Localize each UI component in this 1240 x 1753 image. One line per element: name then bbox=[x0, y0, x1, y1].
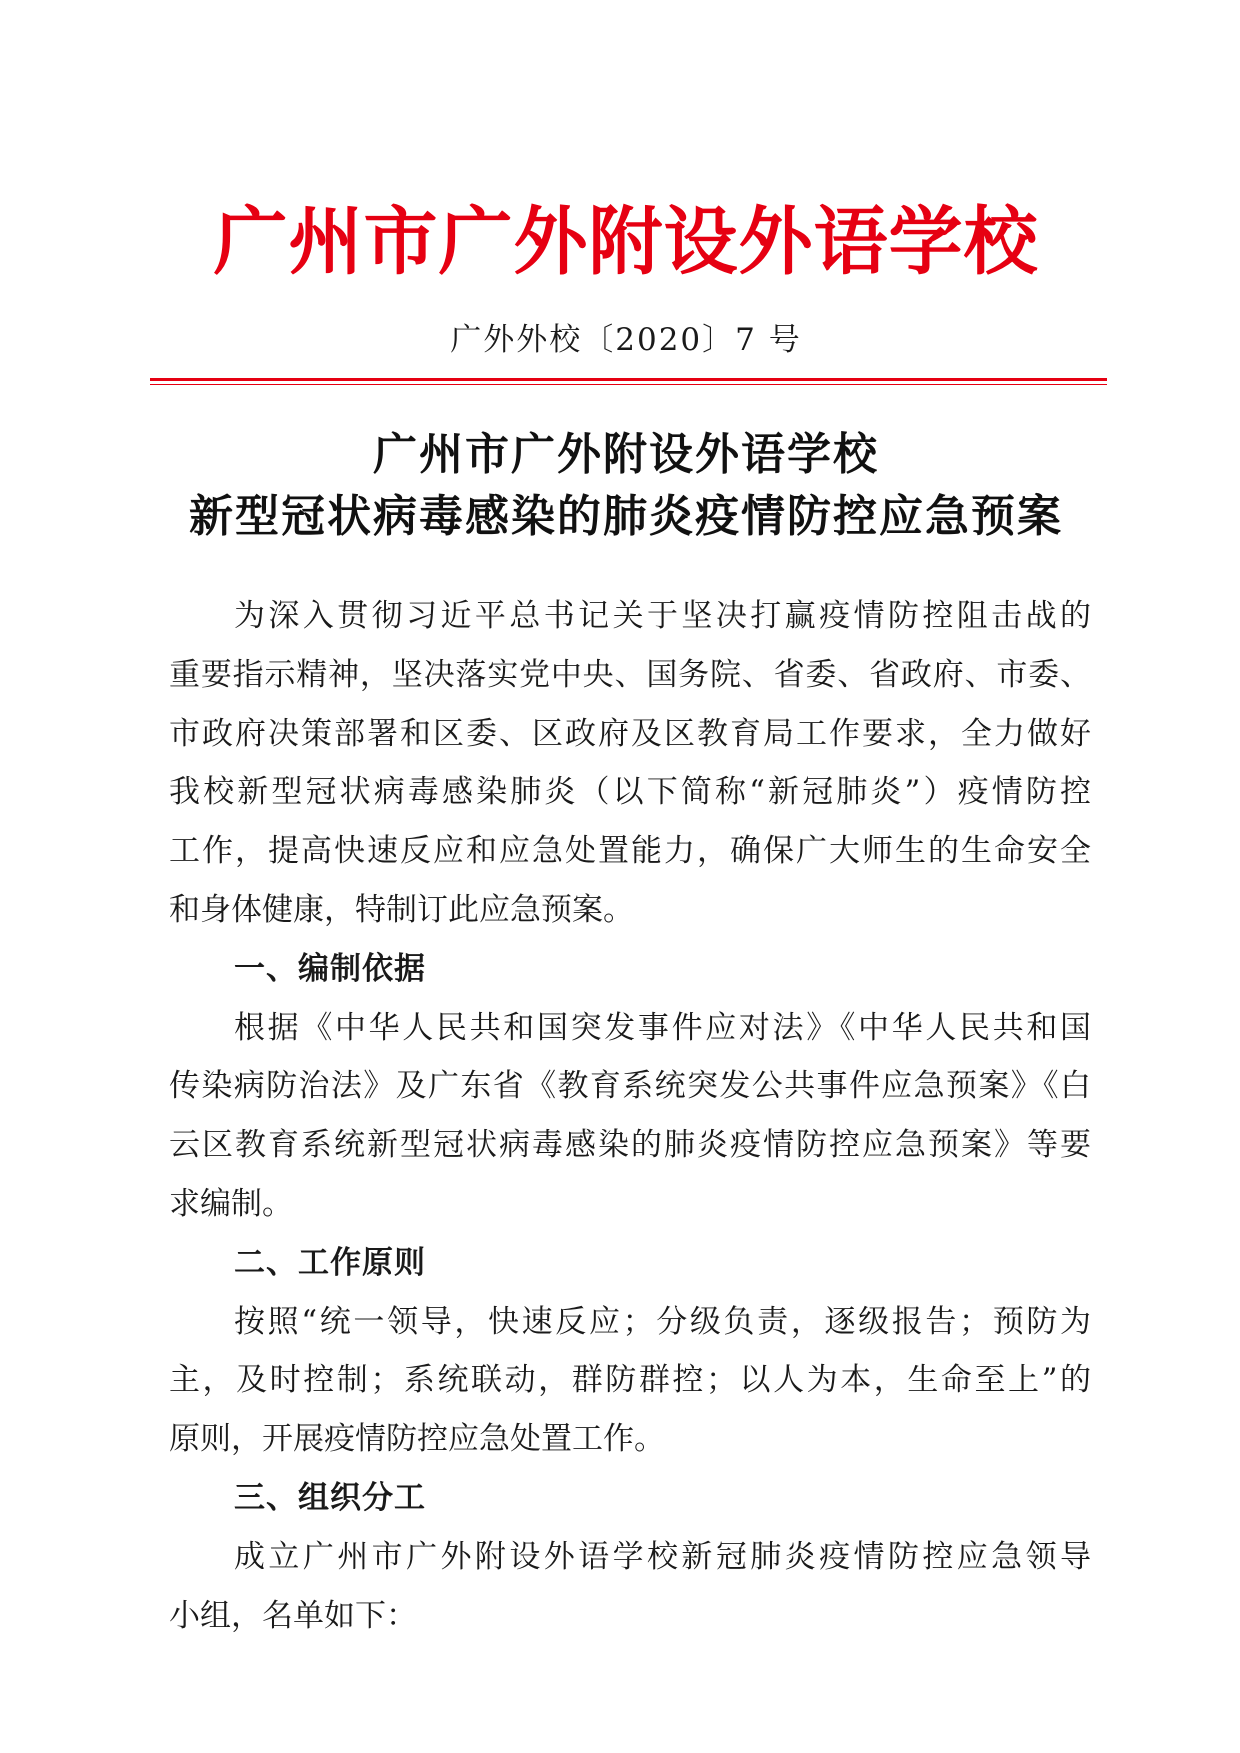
paragraph-1-line: 重要指示精神，坚决落实党中央、国务院、省委、省政府、市委、 bbox=[169, 656, 1091, 693]
document-number: 广外外校〔2020〕7 号 bbox=[450, 322, 802, 358]
title-line-2: 新型冠状病毒感染的肺炎疫情防控应急预案 bbox=[189, 491, 1063, 542]
section-heading-basis: 一、编制依据 bbox=[234, 950, 426, 987]
paragraph-3-line: 按照“统一领导，快速反应；分级负责，逐级报告；预防为 bbox=[234, 1303, 1091, 1340]
section-heading-principles: 二、工作原则 bbox=[234, 1244, 426, 1281]
title-line-1: 广州市广外附设外语学校 bbox=[373, 429, 879, 480]
header-divider-thin bbox=[150, 384, 1107, 385]
paragraph-4-line: 小组，名单如下： bbox=[169, 1597, 417, 1634]
document-body bbox=[169, 587, 1091, 1645]
paragraph-1-line: 我校新型冠状病毒感染肺炎（以下简称“新冠肺炎”）疫情防控 bbox=[169, 774, 1091, 811]
paragraph-3-line: 原则，开展疫情防控应急处置工作。 bbox=[169, 1421, 665, 1458]
document-title bbox=[12, 424, 1240, 548]
paragraph-2-line: 云区教育系统新型冠状病毒感染的肺炎疫情防控应急预案》等要 bbox=[169, 1127, 1091, 1164]
header-divider-thick bbox=[150, 378, 1107, 381]
paragraph-3-line: 主，及时控制；系统联动，群防群控；以人为本，生命至上”的 bbox=[169, 1362, 1091, 1399]
paragraph-1-line: 和身体健康，特制订此应急预案。 bbox=[169, 891, 634, 928]
paragraph-1-line: 工作，提高快速反应和应急处置能力，确保广大师生的生命安全 bbox=[169, 833, 1091, 870]
paragraph-1-line: 市政府决策部署和区委、区政府及区教育局工作要求，全力做好 bbox=[169, 715, 1091, 752]
organization-header: 广州市广外附设外语学校 bbox=[213, 199, 1039, 285]
paragraph-2-line: 传染病防治法》及广东省《教育系统突发公共事件应急预案》《白 bbox=[169, 1068, 1091, 1105]
paragraph-4-line: 成立广州市广外附设外语学校新冠肺炎疫情防控应急领导 bbox=[234, 1538, 1091, 1575]
paragraph-2-line: 根据《中华人民共和国突发事件应对法》《中华人民共和国 bbox=[234, 1009, 1091, 1046]
paragraph-1-line: 为深入贯彻习近平总书记关于坚决打赢疫情防控阻击战的 bbox=[234, 598, 1091, 634]
section-heading-organization: 三、组织分工 bbox=[234, 1479, 426, 1516]
paragraph-2-line: 求编制。 bbox=[169, 1185, 293, 1222]
